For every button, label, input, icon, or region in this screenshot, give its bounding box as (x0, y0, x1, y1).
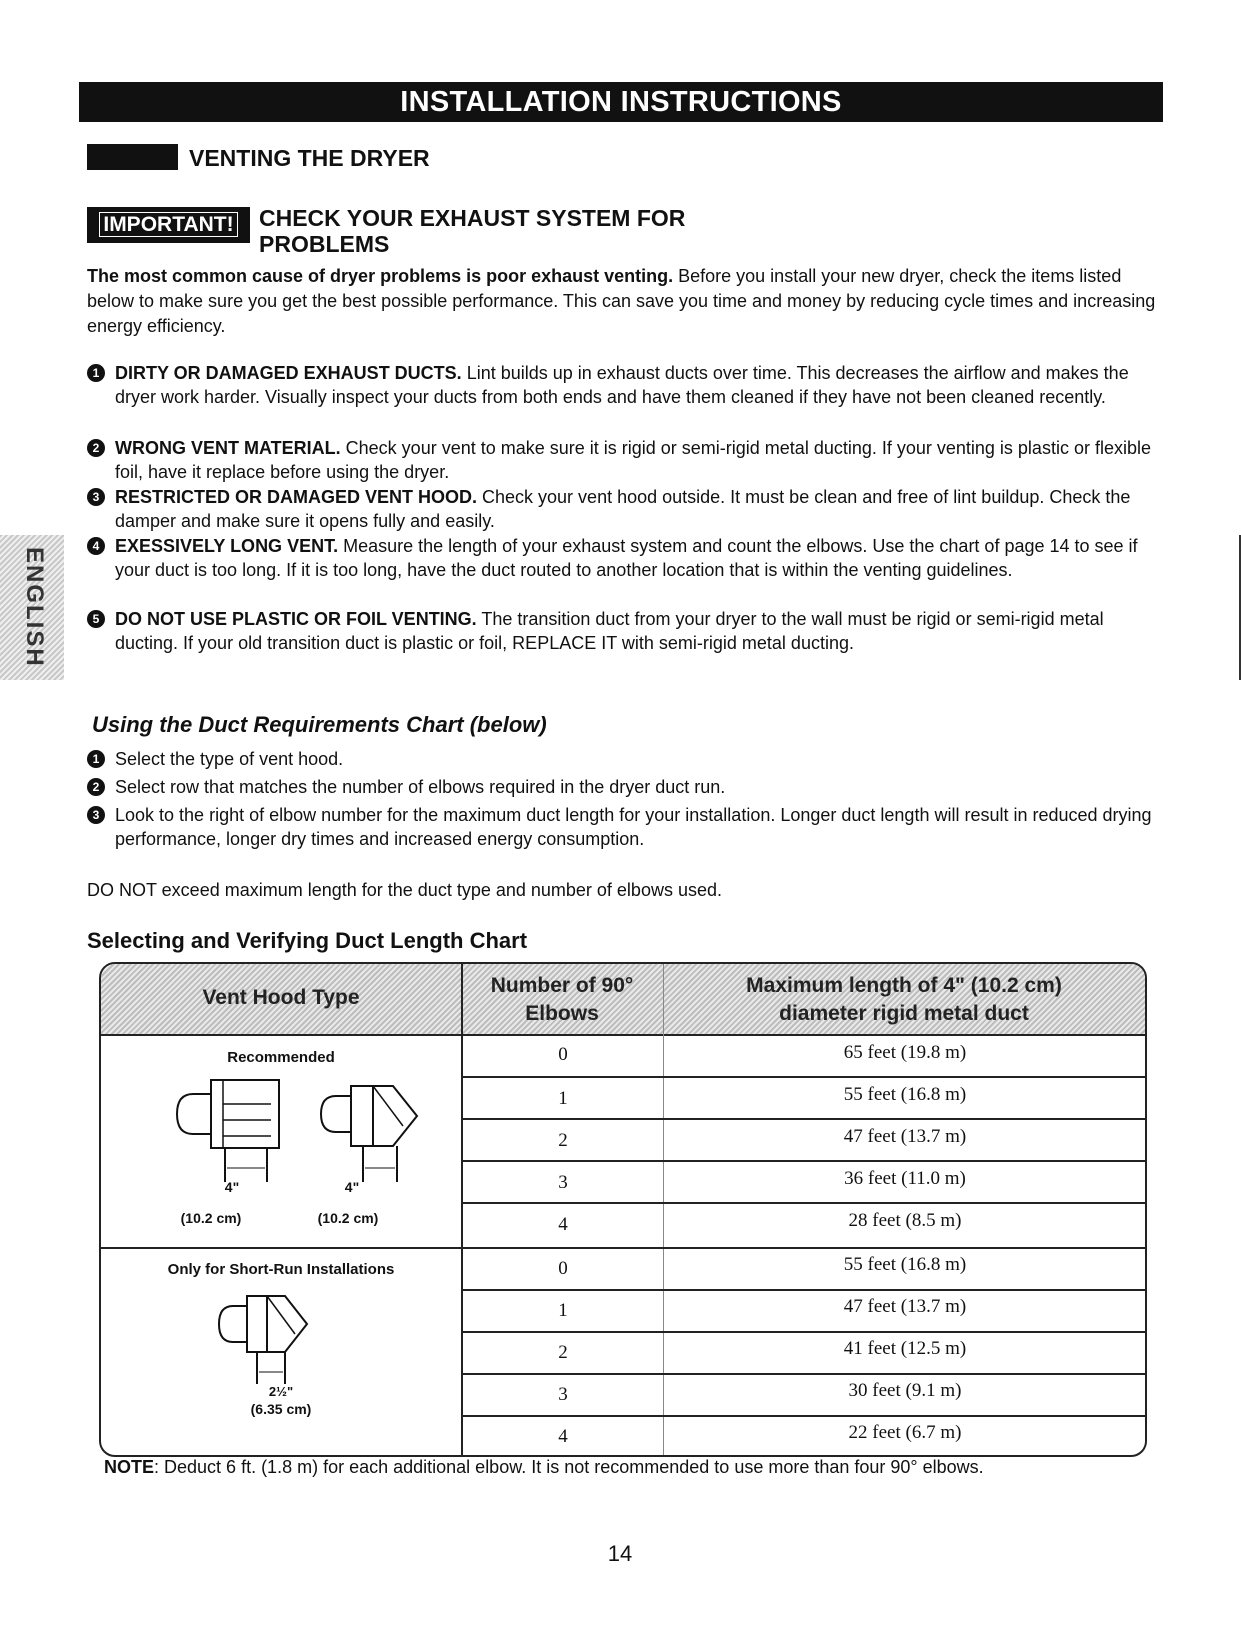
dim-2-inches: 4" (344, 1179, 360, 1195)
table-header (101, 964, 1145, 1036)
using-heading: Using the Duct Requirements Chart (below) (92, 712, 547, 737)
check-title: DIRTY OR DAMAGED EXHAUST DUCTS. (115, 363, 462, 383)
elbows-cell: 1 (558, 1088, 568, 1109)
elbows-cell: 4 (558, 1426, 568, 1447)
length-cell: 47 feet (13.7 m) (843, 1126, 967, 1147)
elbows-cell: 2 (558, 1342, 568, 1363)
row-divider (463, 1202, 1145, 1204)
check-title: EXESSIVELY LONG VENT. (115, 536, 339, 556)
recommended-vent-hoods (141, 1074, 441, 1214)
row-divider (463, 1160, 1145, 1162)
using-step-1 (87, 747, 1167, 771)
number-2-icon: 2 (87, 778, 105, 796)
header-elbows (461, 972, 663, 1028)
using-step-2 (87, 775, 1167, 799)
elbows-cell: 3 (558, 1384, 568, 1405)
short-run-dim-inches: 2½" (268, 1384, 294, 1399)
intro-bold: The most common cause of dryer problems is poor exhaust venting. (87, 266, 674, 286)
language-side-tab-label: ENGLISH (21, 547, 48, 668)
header-max-length (663, 972, 1145, 1028)
elbows-cell: 2 (558, 1130, 568, 1151)
header-elbows-line1: Number of 90° (490, 974, 634, 997)
length-cell: 55 feet (16.8 m) (843, 1084, 967, 1105)
elbows-cell: 4 (558, 1214, 568, 1235)
using-step-3 (87, 803, 1167, 851)
page-number: 14 (607, 1541, 633, 1566)
intro-text: Before you install your new dryer, check the items listed below to make sure you get the best possible performance. This can save you time and money by reducing cycle times and increasing energy efficiency. (87, 266, 1156, 336)
col-divider (663, 964, 664, 1455)
box-vent-hood-icon (177, 1080, 279, 1182)
dim-1-inches: 4" (224, 1179, 240, 1195)
length-cell: 22 feet (6.7 m) (848, 1422, 962, 1443)
using-step-text: Select row that matches the number of elbows required in the dryer duct run. (115, 777, 726, 797)
number-1-icon: 1 (87, 364, 105, 382)
elbows-cell: 0 (558, 1258, 568, 1279)
using-step-text: Look to the right of elbow number for the maximum duct length for your installation. Longer duct length will result in reduced drying performance, longer dry times and increased energy consumption. (115, 805, 1152, 849)
check-item-3 (87, 485, 1167, 533)
section-marker (87, 144, 178, 170)
group-divider (101, 1247, 1145, 1249)
dim-1-cm: (10.2 cm) (180, 1210, 242, 1226)
length-cell: 65 feet (19.8 m) (843, 1042, 967, 1063)
number-3-icon: 3 (87, 806, 105, 824)
group-short-run-label: Only for Short-Run Installations (167, 1261, 395, 1278)
header-elbows-line2: Elbows (525, 1002, 599, 1025)
dim-2-cm: (10.2 cm) (317, 1210, 379, 1226)
duct-length-table (99, 962, 1147, 1457)
col-divider (461, 964, 463, 1455)
important-heading-line1: CHECK YOUR EXHAUST SYSTEM FOR (259, 205, 686, 231)
elbows-cell: 1 (558, 1300, 568, 1321)
check-text: The transition duct from your dryer to the wall must be rigid or semi-rigid metal ducting. If your old transition duct is plastic or foil, REPLACE IT with semi-rigid metal ducting. (115, 609, 1104, 653)
row-divider (463, 1331, 1145, 1333)
group-recommended-label: Recommended (227, 1049, 335, 1066)
row-divider (463, 1415, 1145, 1417)
check-item-1 (87, 361, 1167, 409)
number-5-icon: 5 (87, 610, 105, 628)
section-title: VENTING THE DRYER (189, 145, 430, 171)
row-divider (463, 1118, 1145, 1120)
chart-note (104, 1457, 984, 1478)
length-cell: 41 feet (12.5 m) (843, 1338, 967, 1359)
check-text: Check your vent hood outside. It must be clean and free of lint buildup. Check the damper and make sure it opens fully and easily. (115, 487, 1131, 531)
check-text: Lint builds up in exhaust ducts over time. This decreases the airflow and makes the dryer work harder. Visually inspect your ducts from both ends and have them cleaned if they have not been cleaned recently. (115, 363, 1129, 407)
page-header-title: INSTALLATION INSTRUCTIONS (400, 86, 842, 118)
length-cell: 30 feet (9.1 m) (848, 1380, 962, 1401)
number-4-icon: 4 (87, 537, 105, 555)
important-heading (259, 205, 685, 257)
row-divider (463, 1373, 1145, 1375)
check-title: RESTRICTED OR DAMAGED VENT HOOD. (115, 487, 478, 507)
short-run-vent-hood (211, 1284, 351, 1394)
important-badge (87, 207, 250, 243)
number-1-icon: 1 (87, 750, 105, 768)
check-title: WRONG VENT MATERIAL. (115, 438, 341, 458)
length-cell: 36 feet (11.0 m) (844, 1168, 966, 1189)
number-2-icon: 2 (87, 439, 105, 457)
header-max-length-line1: Maximum length of 4" (10.2 cm) (746, 974, 1062, 997)
check-item-4 (87, 534, 1167, 582)
louvered-vent-hood-icon (321, 1086, 417, 1182)
row-divider (463, 1289, 1145, 1291)
chart-title: Selecting and Verifying Duct Length Chart (87, 928, 528, 953)
number-3-icon: 3 (87, 488, 105, 506)
page-header-bar (79, 82, 1163, 122)
elbows-cell: 0 (558, 1044, 568, 1065)
note-label: NOTE (104, 1457, 155, 1477)
intro-paragraph (87, 264, 1169, 339)
using-step-text: Select the type of vent hood. (115, 749, 344, 769)
length-cell: 28 feet (8.5 m) (848, 1210, 962, 1231)
important-heading-line2: PROBLEMS (259, 231, 390, 257)
check-text: Check your vent to make sure it is rigid or semi-rigid metal ducting. If your venting is plastic or flexible foil, have it replace before using the dryer. (115, 438, 1151, 482)
header-max-length-line2: diameter rigid metal duct (779, 1002, 1029, 1025)
elbows-cell: 3 (558, 1172, 568, 1193)
important-badge-label: IMPORTANT! (99, 212, 237, 237)
length-cell: 55 feet (16.8 m) (843, 1254, 967, 1275)
check-item-2 (87, 436, 1167, 484)
short-run-vent-hood-icon (219, 1296, 307, 1384)
check-title: DO NOT USE PLASTIC OR FOIL VENTING. (115, 609, 477, 629)
language-side-tab (0, 535, 64, 680)
length-cell: 47 feet (13.7 m) (843, 1296, 967, 1317)
check-text: Measure the length of your exhaust system and count the elbows. Use the chart of page 14 to see if your duct is too long. If it is too long, have the duct routed to another location that is within the venting guidelines. (115, 536, 1138, 580)
header-vent-hood-type: Vent Hood Type (202, 986, 360, 1009)
check-item-5 (87, 607, 1167, 655)
note-text: : Deduct 6 ft. (1.8 m) for each additional elbow. It is not recommended to use more than four 90° elbows. (154, 1457, 984, 1477)
using-warning: DO NOT exceed maximum length for the duct type and number of elbows used. (87, 880, 722, 900)
row-divider (463, 1076, 1145, 1078)
short-run-dim-cm: (6.35 cm) (250, 1401, 312, 1417)
